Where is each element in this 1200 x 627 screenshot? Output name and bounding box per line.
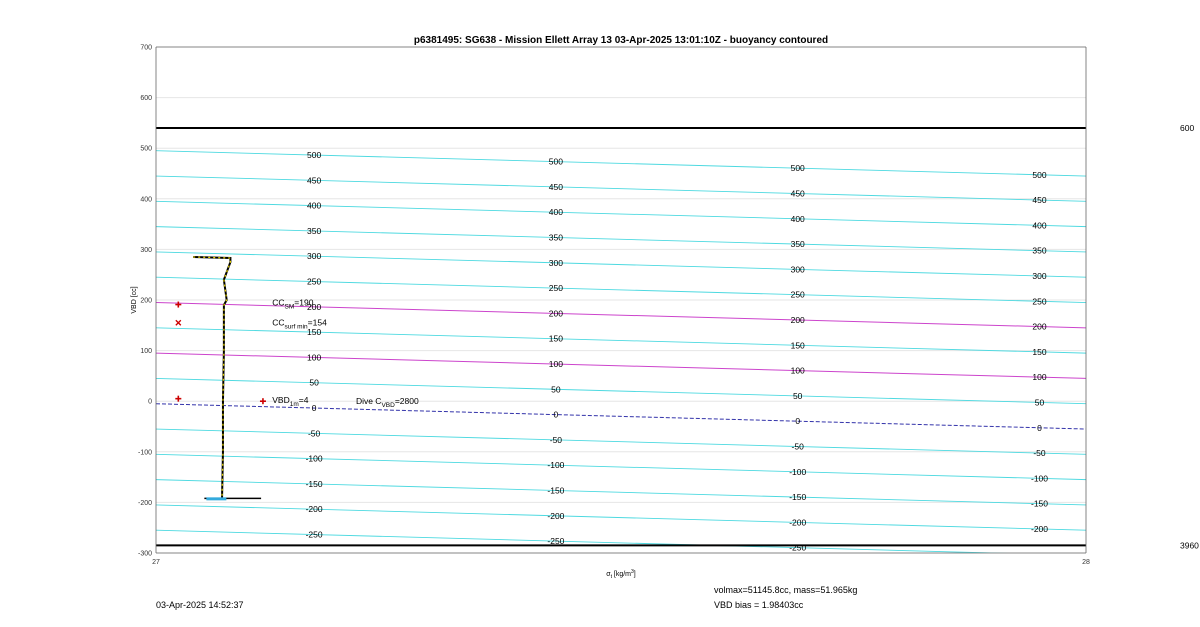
contour-label: 0 xyxy=(311,403,317,414)
y-tick-label: 0 xyxy=(148,398,152,406)
contour-label: 400 xyxy=(790,213,805,224)
contour-label: -200 xyxy=(789,517,807,528)
right-label: 600 xyxy=(1180,122,1195,133)
contour-label: 150 xyxy=(307,327,322,338)
contour-label: 450 xyxy=(790,188,805,199)
contour-label: 250 xyxy=(1032,296,1047,307)
contour-label: -150 xyxy=(547,485,565,496)
x-label-sup: 3 xyxy=(631,569,634,575)
contour-label: -200 xyxy=(547,510,565,521)
contour-label: -200 xyxy=(305,504,323,515)
contour-label: -250 xyxy=(789,542,807,553)
contour-label: -100 xyxy=(547,460,565,471)
x-axis-label xyxy=(606,569,636,580)
contour-label: 200 xyxy=(1032,321,1047,332)
contour-label: -100 xyxy=(305,453,323,464)
contour-label: 150 xyxy=(790,340,805,351)
y-tick-label: -100 xyxy=(137,449,152,457)
contour-label: -50 xyxy=(791,441,804,452)
contour-label: 50 xyxy=(551,384,561,395)
contour-label: 450 xyxy=(1032,195,1047,206)
y-tick-label: 100 xyxy=(140,348,152,356)
contour-label: 500 xyxy=(307,150,322,161)
y-tick-label: 600 xyxy=(140,95,152,103)
contour-label: 400 xyxy=(1032,220,1047,231)
contour-label: 200 xyxy=(548,308,563,319)
footer-vbd-bias: VBD bias = 1.98403cc xyxy=(714,600,804,610)
x-label-unit: [kg/m xyxy=(611,571,632,578)
contour-label: -200 xyxy=(1030,523,1049,534)
contour-label: 450 xyxy=(307,175,322,186)
contour-label: -150 xyxy=(789,492,807,503)
y-tick-label: 300 xyxy=(140,246,152,254)
y-axis-label: VBD [cc] xyxy=(131,286,138,314)
contour-label: 100 xyxy=(548,359,563,370)
x-label-main: σ xyxy=(606,571,611,578)
contour-label: 250 xyxy=(307,276,322,287)
contour-label: 150 xyxy=(548,333,563,344)
contour-label: 450 xyxy=(548,181,563,192)
contour-label: 100 xyxy=(1032,372,1047,383)
contour-label: 350 xyxy=(790,239,805,250)
x-tick-label: 28 xyxy=(1082,559,1090,566)
x-tick-label: 27 xyxy=(152,559,160,566)
contour-label: 350 xyxy=(548,232,563,243)
contour-label: -150 xyxy=(1030,498,1049,509)
contour-label: 200 xyxy=(790,314,805,325)
contour-label: 0 xyxy=(795,416,801,427)
right-label: 3960 xyxy=(1180,540,1199,551)
contour-label: 0 xyxy=(1037,422,1042,433)
x-label-sub: t xyxy=(610,574,612,580)
footer-volmax: volmax=51145.8cc, mass=51.965kg xyxy=(714,585,858,595)
contour-label: 300 xyxy=(1032,270,1047,281)
contour-label: 350 xyxy=(1032,245,1047,256)
y-tick-label: -300 xyxy=(137,550,152,558)
contour-label: 150 xyxy=(1032,346,1047,357)
contour-label: 500 xyxy=(790,163,805,174)
contour-label: -250 xyxy=(547,536,565,547)
contour-label: 300 xyxy=(307,251,322,262)
contour-label: -100 xyxy=(789,466,807,477)
contour-label: 400 xyxy=(548,207,563,218)
contour-label: 300 xyxy=(790,264,805,275)
contour-label: 100 xyxy=(790,365,805,376)
y-tick-label: 500 xyxy=(140,145,152,153)
bottom-bar-fill xyxy=(206,497,226,500)
annotation: $CC_{surf min}=154$ xyxy=(272,317,327,331)
contour-label: -250 xyxy=(305,529,323,540)
y-tick-label: -200 xyxy=(137,499,152,507)
contour-label: 0 xyxy=(553,409,559,420)
contour-label: 350 xyxy=(307,225,322,236)
chart-title: p6381495: SG638 - Mission Ellett Array 13 03-Apr-2025 13:01:10Z - buoyancy contoured xyxy=(413,35,829,46)
contour-label: 250 xyxy=(790,289,805,300)
contour-label: 100 xyxy=(307,352,322,363)
contour-label: 200 xyxy=(307,301,322,312)
contour-label: -50 xyxy=(549,434,563,445)
contour-label: 500 xyxy=(548,156,563,167)
annotation: $CC_{SM}=190$ xyxy=(272,297,314,311)
contour-label: 300 xyxy=(548,257,563,268)
x-label-close: ] xyxy=(633,571,636,578)
y-tick-label: 700 xyxy=(140,44,152,52)
annotation: Dive $C_{VBD}=2800$ xyxy=(355,396,419,410)
contour-label: 250 xyxy=(548,283,563,294)
contour-label: 50 xyxy=(1034,397,1045,408)
y-tick-label: 200 xyxy=(140,297,152,305)
contour-label: -150 xyxy=(305,478,323,489)
footer-timestamp: 03-Apr-2025 14:52:37 xyxy=(156,600,244,610)
contour-label: -100 xyxy=(1030,473,1049,484)
contour-label: 400 xyxy=(307,200,322,211)
contour-label: 50 xyxy=(309,377,319,388)
contour-label: 500 xyxy=(1032,169,1047,180)
y-tick-label: 400 xyxy=(140,196,152,204)
contour-label: -50 xyxy=(1033,448,1046,459)
annotation: $VBD_{1m}=4$ xyxy=(272,395,309,409)
contour-label: -50 xyxy=(307,428,321,439)
contour-label: 50 xyxy=(792,390,803,401)
